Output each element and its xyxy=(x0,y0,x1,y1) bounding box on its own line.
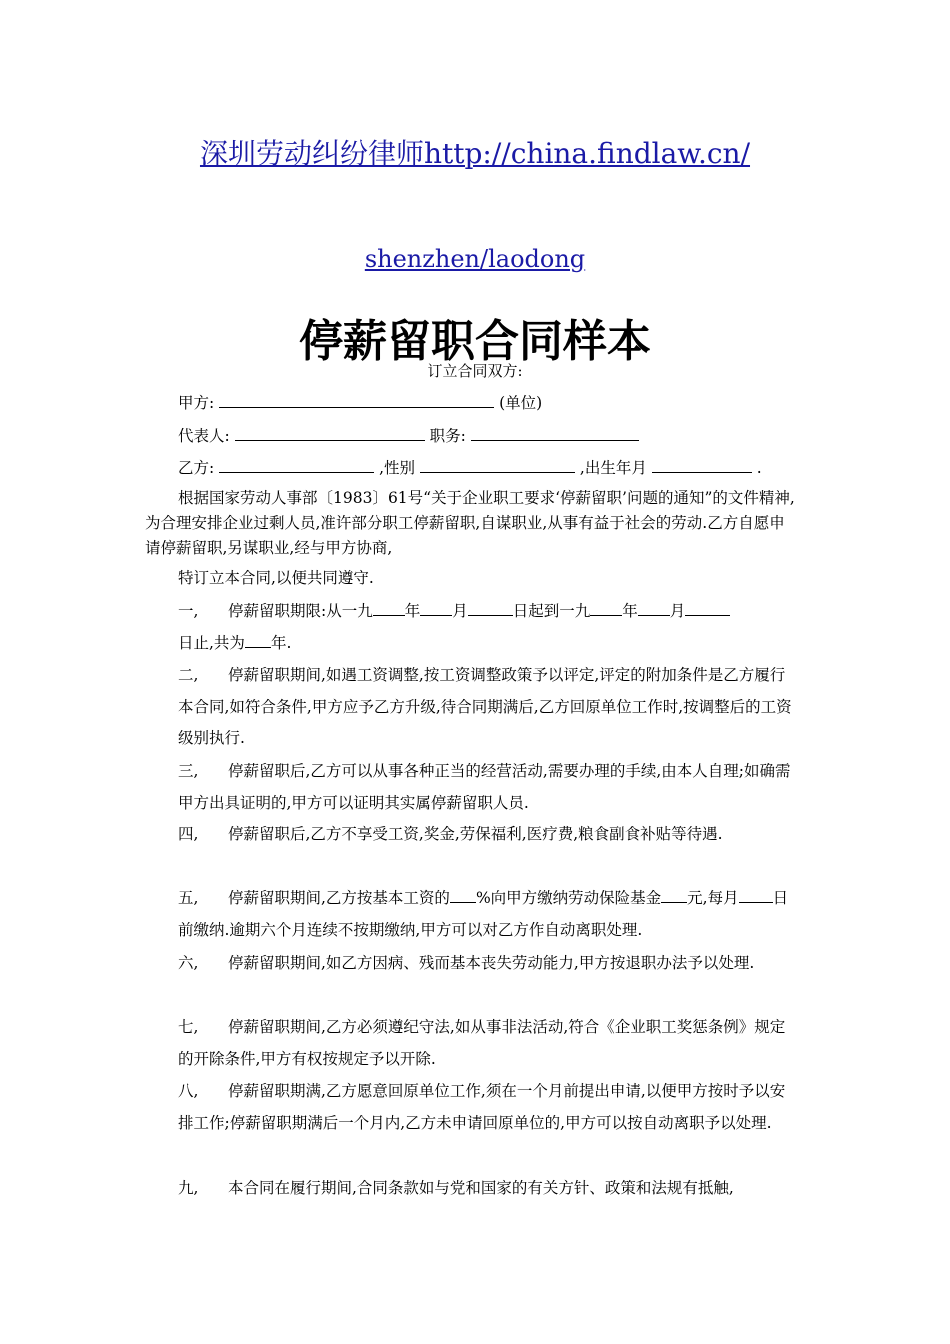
clause-5 xyxy=(178,883,798,946)
clause-number: 四, xyxy=(178,825,199,843)
clause-number: 三, xyxy=(178,762,199,780)
clause-text: 停薪留职后,乙方不享受工资,奖金,劳保福利,医疗费,粮食副食补贴等待遇. xyxy=(228,825,723,843)
amount-blank[interactable] xyxy=(661,886,687,903)
representative-line xyxy=(178,424,639,446)
clause-6 xyxy=(178,948,798,980)
clause-text: 本合同在履行期间,合同条款如与党和国家的有关方针、政策和法规有抵触, xyxy=(228,1179,734,1197)
clause-1 xyxy=(178,596,798,659)
end-month-blank[interactable] xyxy=(638,599,670,616)
clause-text: 月 xyxy=(452,602,468,620)
clause-number: 五, xyxy=(178,889,199,907)
clause-7 xyxy=(178,1012,798,1075)
clause-text: 月 xyxy=(669,602,686,620)
position-blank[interactable] xyxy=(471,424,639,441)
clause-3 xyxy=(178,756,798,819)
purpose-paragraph: 特订立本合同,以便共同遵守. xyxy=(178,569,374,587)
clause-text: 停薪留职期满,乙方愿意回原单位工作,须在一个月前提出申请,以便甲方按时予以安排工作;停薪留职期满后一个月内,乙方未申请回原单位的,甲方可以按自动离职予以处理. xyxy=(178,1082,786,1132)
clause-number: 八, xyxy=(178,1082,199,1100)
clause-number: 七, xyxy=(178,1018,199,1036)
clause-number: 九, xyxy=(178,1179,199,1197)
intro-paragraph: 根据国家劳动人事部〔1983〕61号“关于企业职工要求‘停薪留职’问题的通知”的文件精神,为合理安排企业过剩人员,准许部分职工停薪留职,自谋职业,从事有益于社会的劳动.乙方自愿申请停薪留职,另谋职业,经与甲方协商, xyxy=(145,489,795,557)
start-day-blank[interactable] xyxy=(468,599,513,616)
clause-text: 停薪留职后,乙方可以从事各种正当的经营活动,需要办理的手续,由本人自理;如确需甲方出具证明的,甲方可以证明其实属停薪留职人员. xyxy=(178,762,791,812)
party-b-blank[interactable] xyxy=(219,456,374,473)
gender-blank[interactable] xyxy=(420,456,575,473)
document-subtitle: 订立合同双方: xyxy=(427,362,523,380)
party-a-blank[interactable] xyxy=(219,391,494,408)
clause-text: 年 xyxy=(404,602,421,620)
clause-number: 二, xyxy=(178,666,199,684)
clause-8 xyxy=(178,1076,798,1139)
clause-text: 停薪留职期间,乙方按基本工资的 xyxy=(228,889,450,907)
birth-blank[interactable] xyxy=(652,456,752,473)
clause-text: 停薪留职期间,如乙方因病、残而基本丧失劳动能力,甲方按退职办法予以处理. xyxy=(228,954,755,972)
header-link-line2[interactable]: shenzhen/laodong xyxy=(364,245,586,273)
clause-number: 六, xyxy=(178,954,199,972)
representative-label: 代表人: xyxy=(178,427,230,445)
party-b-line xyxy=(178,456,762,478)
clause-text: 停薪留职期间,乙方必须遵纪守法,如从事非法活动,符合《企业职工奖惩条例》规定的开除条件,甲方有权按规定予以开除. xyxy=(178,1018,786,1068)
party-b-label: 乙方: xyxy=(178,459,215,477)
clause-9 xyxy=(178,1173,798,1205)
start-year-blank[interactable] xyxy=(373,599,405,616)
clause-4 xyxy=(178,819,798,851)
percent-blank[interactable] xyxy=(450,886,476,903)
party-b-end: . xyxy=(756,459,762,477)
end-year-blank[interactable] xyxy=(590,599,622,616)
party-a-suffix: (单位) xyxy=(499,394,543,412)
clause-2 xyxy=(178,660,798,755)
party-a-label: 甲方: xyxy=(178,394,215,412)
start-month-blank[interactable] xyxy=(420,599,452,616)
clause-number: 一, xyxy=(178,602,199,620)
payment-day-blank[interactable] xyxy=(739,886,773,903)
header-link-line1[interactable]: 深圳劳动纠纷律师http://china.findlaw.cn/ xyxy=(199,137,751,170)
clause-text: 停薪留职期限:从一九 xyxy=(228,602,373,620)
clause-text: 年 xyxy=(622,602,638,620)
position-label: 职务: xyxy=(429,427,466,445)
end-day-blank[interactable] xyxy=(685,599,730,616)
birth-label: ,出生年月 xyxy=(579,459,647,477)
party-a-line xyxy=(178,391,542,413)
clause-text: 日止,共为 xyxy=(178,633,245,652)
total-years-blank[interactable] xyxy=(245,631,271,648)
clause-text: 年. xyxy=(270,633,292,652)
clause-text: 元,每月 xyxy=(687,889,739,907)
clause-text: 停薪留职期间,如遇工资调整,按工资调整政策予以评定,评定的附加条件是乙方履行本合同,如符合条件,甲方应予乙方升级,待合同期满后,乙方回原单位工作时,按调整后的工资级别执行. xyxy=(178,666,792,747)
document-title: 停薪留职合同样本 xyxy=(299,316,651,367)
clause-text: %向甲方缴纳劳动保险基金 xyxy=(475,889,662,907)
gender-label: ,性别 xyxy=(379,459,416,477)
clause-text: 日前缴纳.逾期六个月连续不按期缴纳,甲方可以对乙方作自动离职处理. xyxy=(178,889,789,939)
representative-blank[interactable] xyxy=(235,424,425,441)
clause-text: 日起到一九 xyxy=(512,602,591,620)
